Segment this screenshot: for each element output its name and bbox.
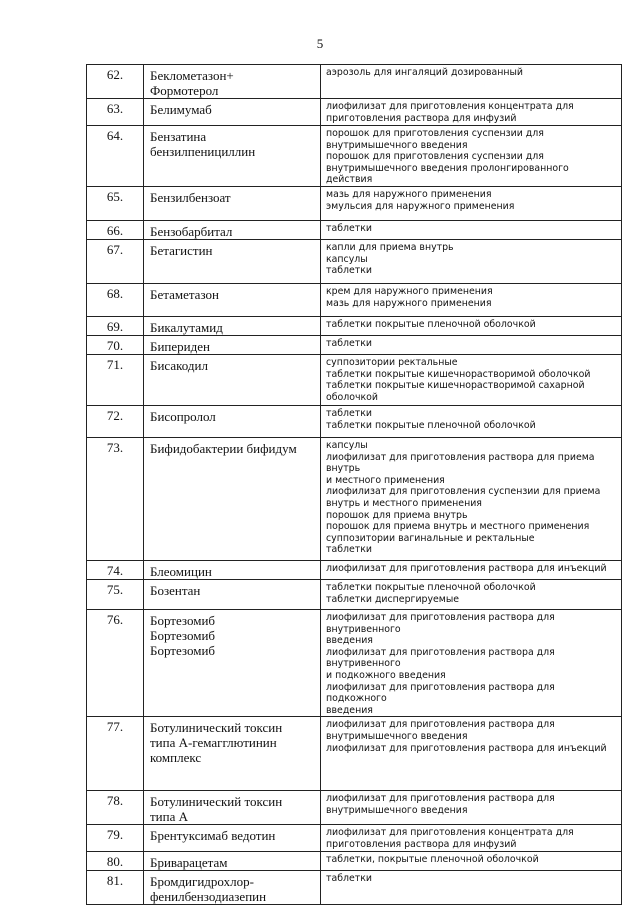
dosage-form: крем для наружного применения bbox=[326, 285, 493, 297]
drug-name-cell bbox=[144, 283, 321, 316]
dosage-forms-cell bbox=[321, 99, 622, 126]
dosage-form: таблетки покрытые пленочной оболочкой bbox=[326, 581, 536, 593]
dosage-form: внутримышечного введения bbox=[326, 804, 468, 816]
row-number: 69. bbox=[87, 316, 144, 335]
drug-name-cell bbox=[144, 405, 321, 437]
dosage-forms-cell bbox=[321, 579, 622, 609]
dosage-forms-cell bbox=[321, 220, 622, 239]
table-row bbox=[87, 609, 622, 716]
row-number: 62. bbox=[87, 65, 144, 99]
drug-name: Белимумаб bbox=[150, 102, 212, 117]
dosage-forms-cell bbox=[321, 437, 622, 560]
dosage-form: таблетки, покрытые пленочной оболочкой bbox=[326, 853, 539, 865]
row-number: 65. bbox=[87, 186, 144, 220]
drug-name-cell bbox=[144, 579, 321, 609]
dosage-form: капли для приема внутрь bbox=[326, 241, 454, 253]
table-row bbox=[87, 335, 622, 354]
dosage-form: таблетки bbox=[326, 222, 372, 234]
dosage-form: и подкожного введения bbox=[326, 669, 446, 681]
drug-name: Бисопролол bbox=[150, 408, 216, 424]
row-number: 75. bbox=[87, 579, 144, 609]
table-row bbox=[87, 791, 622, 825]
row-number: 73. bbox=[87, 437, 144, 560]
drug-name: Бромдигидрохлор- bbox=[150, 873, 254, 889]
drug-name-cell bbox=[144, 560, 321, 579]
dosage-form: таблетки bbox=[326, 544, 372, 556]
dosage-form: лиофилизат для приготовления раствора для подкожного bbox=[326, 681, 555, 705]
table-row bbox=[87, 220, 622, 239]
table-row bbox=[87, 851, 622, 870]
drug-name-cell bbox=[144, 335, 321, 354]
dosage-form: таблетки bbox=[326, 407, 372, 419]
drug-name-cell bbox=[144, 186, 321, 220]
drug-name: фенилбензодиазепин bbox=[150, 888, 267, 904]
drug-name: Ботулинический токсин bbox=[150, 720, 283, 736]
table-row bbox=[87, 825, 622, 851]
dosage-form: эмульсия для наружного применения bbox=[326, 200, 515, 212]
drug-name: Бисакодил bbox=[150, 357, 208, 373]
drug-name-cell bbox=[144, 99, 321, 126]
drug-name: Ботулинический токсин bbox=[150, 794, 283, 810]
dosage-forms-cell bbox=[321, 335, 622, 354]
table-row bbox=[87, 126, 622, 187]
drug-name-cell bbox=[144, 437, 321, 560]
dosage-form: лиофилизат для приготовления раствора для bbox=[326, 719, 555, 731]
table-row bbox=[87, 717, 622, 791]
row-number: 70. bbox=[87, 335, 144, 354]
dosage-form: внутримышечного введения bbox=[326, 730, 468, 742]
drug-name-cell bbox=[144, 239, 321, 283]
dosage-forms-cell bbox=[321, 791, 622, 825]
dosage-forms-cell bbox=[321, 851, 622, 870]
dosage-form: лиофилизат для приготовления раствора для инъекций bbox=[326, 742, 607, 754]
dosage-form: таблетки покрытые кишечнорастворимой сахарной bbox=[326, 380, 585, 392]
dosage-form: внутрь и местного применения bbox=[326, 497, 482, 509]
drug-name: Бипериден bbox=[150, 338, 210, 354]
dosage-form: таблетки bbox=[326, 337, 372, 349]
table-row bbox=[87, 283, 622, 316]
dosage-form: суппозитории ректальные bbox=[326, 356, 458, 368]
dosage-form: мазь для наружного применения bbox=[326, 188, 492, 200]
drug-name: Брентуксимаб ведотин bbox=[150, 828, 276, 844]
dosage-form: мазь для наружного применения bbox=[326, 297, 492, 309]
dosage-form: введения bbox=[326, 704, 373, 716]
drug-name-cell bbox=[144, 316, 321, 335]
row-number: 77. bbox=[87, 717, 144, 791]
row-number: 74. bbox=[87, 560, 144, 579]
dosage-form: капсулы bbox=[326, 253, 368, 265]
dosage-form: порошок для приема внутрь bbox=[326, 509, 468, 521]
drug-name: типа А-гемагглютинин bbox=[150, 735, 277, 751]
dosage-forms-cell bbox=[321, 239, 622, 283]
dosage-forms-cell bbox=[321, 405, 622, 437]
table-row bbox=[87, 65, 622, 99]
dosage-form: порошок для приготовления суспензии для bbox=[326, 151, 544, 163]
dosage-form: таблетки диспергируемые bbox=[326, 593, 460, 605]
table-row bbox=[87, 870, 622, 904]
row-number: 79. bbox=[87, 825, 144, 851]
dosage-forms-cell bbox=[321, 316, 622, 335]
dosage-form: таблетки bbox=[326, 872, 372, 884]
row-number: 64. bbox=[87, 126, 144, 187]
drug-name-cell bbox=[144, 220, 321, 239]
drug-name: Бикалутамид bbox=[150, 319, 223, 335]
dosage-form: таблетки покрытые пленочной оболочкой bbox=[326, 318, 536, 330]
row-number: 78. bbox=[87, 791, 144, 825]
drug-name: бензилпенициллин bbox=[150, 144, 256, 159]
drug-name: типа А bbox=[150, 809, 189, 825]
dosage-forms-cell bbox=[321, 609, 622, 716]
dosage-form: капсулы bbox=[326, 439, 368, 451]
table-row bbox=[87, 99, 622, 126]
table-row bbox=[87, 579, 622, 609]
dosage-form: лиофилизат для приготовления раствора для приема внутрь bbox=[326, 451, 595, 475]
table-row bbox=[87, 560, 622, 579]
row-number: 68. bbox=[87, 283, 144, 316]
drug-name: Бортезомиб bbox=[150, 642, 216, 658]
drug-table bbox=[86, 64, 622, 905]
dosage-forms-cell bbox=[321, 825, 622, 851]
dosage-form: оболочкой bbox=[326, 391, 379, 403]
dosage-form: таблетки покрытые пленочной оболочкой bbox=[326, 419, 536, 431]
dosage-forms-cell bbox=[321, 126, 622, 187]
drug-name: Бриварацетам bbox=[150, 854, 228, 870]
dosage-form: лиофилизат для приготовления раствора для инъекций bbox=[326, 562, 607, 574]
dosage-form: лиофилизат для приготовления концентрата для bbox=[326, 827, 574, 839]
dosage-forms-cell bbox=[321, 186, 622, 220]
drug-name: Бензилбензоат bbox=[150, 189, 231, 205]
drug-name: Бозентан bbox=[150, 582, 201, 598]
dosage-form: лиофилизат для приготовления суспензии для приема bbox=[326, 486, 601, 498]
drug-name: Блеомицин bbox=[150, 563, 212, 579]
dosage-form: аэрозоль для ингаляций дозированный bbox=[326, 67, 523, 78]
row-number: 71. bbox=[87, 354, 144, 405]
drug-name-cell bbox=[144, 609, 321, 716]
page-number: 5 bbox=[316, 36, 324, 51]
drug-name-cell bbox=[144, 717, 321, 791]
dosage-forms-cell bbox=[321, 283, 622, 316]
dosage-form: таблетки покрытые кишечнорастворимой оболочкой bbox=[326, 368, 591, 380]
row-number: 81. bbox=[87, 870, 144, 904]
drug-name-cell bbox=[144, 825, 321, 851]
drug-name: Беклометазон+ bbox=[150, 68, 234, 83]
table-row bbox=[87, 405, 622, 437]
drug-name-cell bbox=[144, 870, 321, 904]
dosage-form: введения bbox=[326, 635, 373, 647]
dosage-form: приготовления раствора для инфузий bbox=[326, 838, 517, 850]
drug-name: Бензобарбитал bbox=[150, 223, 233, 239]
row-number: 67. bbox=[87, 239, 144, 283]
dosage-form: лиофилизат для приготовления раствора для внутривенного bbox=[326, 646, 555, 670]
table-row bbox=[87, 354, 622, 405]
drug-name: Бетагистин bbox=[150, 242, 213, 258]
dosage-forms-cell bbox=[321, 870, 622, 904]
dosage-form: порошок для приготовления суспензии для bbox=[326, 128, 544, 139]
row-number: 66. bbox=[87, 220, 144, 239]
drug-name: Бортезомиб bbox=[150, 627, 216, 643]
dosage-form: и местного применения bbox=[326, 474, 445, 486]
table-row bbox=[87, 186, 622, 220]
drug-name: Бетаметазон bbox=[150, 286, 219, 302]
row-number: 63. bbox=[87, 99, 144, 126]
dosage-form: таблетки bbox=[326, 265, 372, 277]
dosage-form: внутримышечного введения пролонгированного действия bbox=[326, 162, 569, 186]
dosage-form: порошок для приема внутрь и местного применения bbox=[326, 521, 590, 533]
drug-name-cell bbox=[144, 65, 321, 99]
drug-name-cell bbox=[144, 126, 321, 187]
dosage-forms-cell bbox=[321, 560, 622, 579]
drug-name-cell bbox=[144, 851, 321, 870]
table-row bbox=[87, 239, 622, 283]
table-row bbox=[87, 316, 622, 335]
drug-name: Бортезомиб bbox=[150, 612, 216, 628]
row-number: 72. bbox=[87, 405, 144, 437]
dosage-form: суппозитории вагинальные и ректальные bbox=[326, 532, 535, 544]
table-body bbox=[87, 65, 622, 905]
dosage-form: внутримышечного введения bbox=[326, 139, 468, 151]
drug-name: Формотерол bbox=[150, 83, 219, 98]
drug-name: Бензатина bbox=[150, 129, 207, 144]
dosage-forms-cell bbox=[321, 65, 622, 99]
drug-name-cell bbox=[144, 354, 321, 405]
drug-name-cell bbox=[144, 791, 321, 825]
table-row bbox=[87, 437, 622, 560]
dosage-form: лиофилизат для приготовления концентрата для bbox=[326, 101, 574, 112]
dosage-forms-cell bbox=[321, 354, 622, 405]
row-number: 80. bbox=[87, 851, 144, 870]
dosage-forms-cell bbox=[321, 717, 622, 791]
drug-name: комплекс bbox=[150, 750, 202, 766]
row-number: 76. bbox=[87, 609, 144, 716]
drug-name: Бифидобактерии бифидум bbox=[150, 440, 297, 456]
dosage-form: лиофилизат для приготовления раствора для bbox=[326, 793, 555, 805]
dosage-form: лиофилизат для приготовления раствора для внутривенного bbox=[326, 611, 555, 635]
dosage-form: приготовления раствора для инфузий bbox=[326, 112, 517, 124]
